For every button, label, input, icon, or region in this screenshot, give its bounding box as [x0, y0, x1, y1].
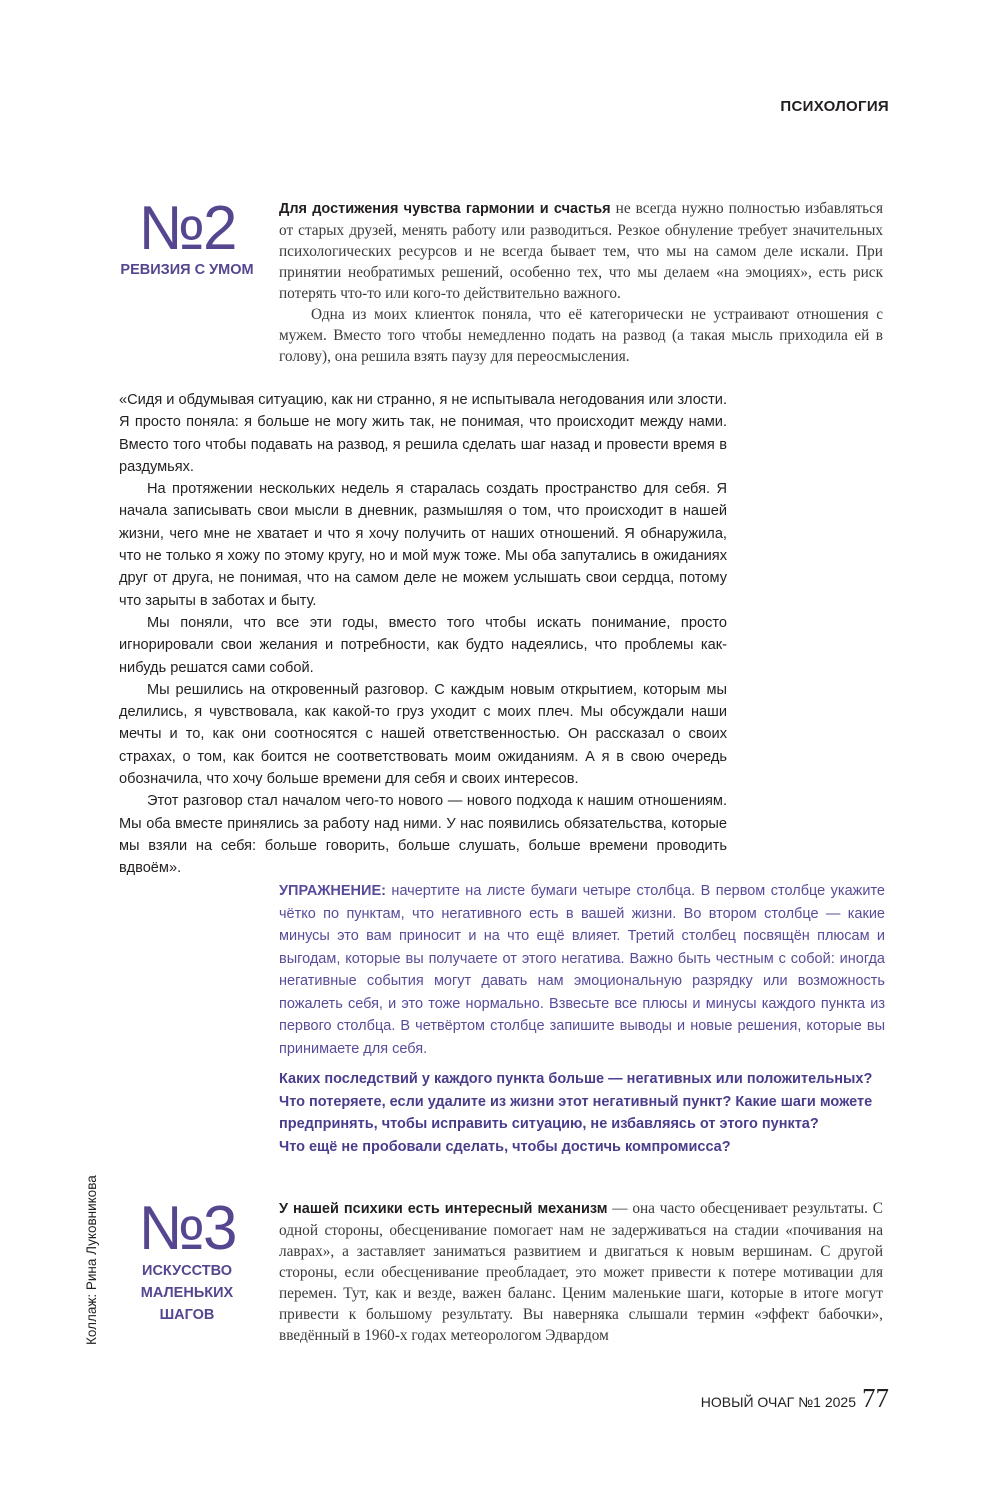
quote-paragraph: Мы поняли, что все эти годы, вместо того чтобы искать понимание, просто игнорировали свои желания и потребности, как будто надеялись, что проблемы как-нибудь решатся сами собой. — [119, 614, 727, 676]
section2-lead-paragraph — [279, 198, 883, 304]
quote-paragraph: Мы решились на откровенный разговор. С каждым новым открытием, которым мы делились, я чувствовала, как какой-то груз уходит с моих плеч. Мы обсуждали наши мечты и то, как они соотносятся с нашей ответственностью. Он рассказал о своих страхах, о том, как боится не соответствовать моим ожиданиям. А я в свою очередь обозначила, что хочу больше времени для себя и своих интересов. — [119, 681, 727, 788]
section2-body — [279, 198, 883, 367]
section-title-3-line: ИСКУССТВО — [142, 1263, 232, 1279]
exercise-question-line: Что потеряете, если удалите из жизни этот негативный пункт? Какие шаги можете — [279, 1093, 873, 1110]
exercise-label: УПРАЖНЕНИЕ: — [279, 883, 386, 899]
section3-body — [279, 1198, 883, 1346]
section-title-2: РЕВИЗИЯ С УМОМ — [120, 262, 254, 278]
collage-credit: Коллаж: Рина Луковникова — [84, 1175, 99, 1345]
quote-paragraph: Этот разговор стал началом чего-то нового — нового подхода к нашим отношениям. Мы оба вместе принялись за работу над ними. У нас появились обязательства, которые мы взяли на себя: больше говорить, больше слушать, больше времени проводить вдвоём». — [119, 793, 727, 877]
magazine-issue: НОВЫЙ ОЧАГ №1 2025 — [700, 1394, 856, 1410]
page-footer — [701, 1383, 889, 1414]
page-number: 77 — [862, 1383, 889, 1413]
client-quote — [119, 389, 727, 880]
section-title-3-line: ШАГОВ — [159, 1307, 215, 1323]
exercise-question-line: предпринять, чтобы исправить ситуацию, не избавляясь от этого пункта? — [279, 1116, 819, 1132]
section2-lead-text: не всегда нужно полностью избавляться от старых друзей, менять работу или разводиться. Резкое обнуление требует значительных психологических ресурсов и не всегда бывает тем, что мы на самом деле искали. При принятии необратимых решений, особенно тех, что мы делаем «на эмоциях», есть риск потерять что-то или кого-то действительно важного. — [279, 200, 883, 302]
exercise-questions — [279, 1068, 885, 1158]
section2-lead-bold: Для достижения чувства гармонии и счастья — [279, 201, 611, 217]
exercise-question-line: Каких последствий у каждого пункта больше — негативных или положительных? — [279, 1071, 873, 1087]
quote-paragraph: На протяжении нескольких недель я старалась создать пространство для себя. Я начала записывать свои мысли в дневник, размышляя о том, что происходит в нашей жизни, чего мне не хватает и что я хочу получить от наших отношений. Я обнаружила, что не только я хожу по этому кругу, но и мой муж тоже. Мы оба запутались в ожиданиях друг от друга, не понимая, что на самом деле не можем услышать свои сердца, потому что зарыты в заботах и быту. — [119, 481, 727, 609]
exercise-text — [279, 880, 885, 1060]
quote-paragraph: «Сидя и обдумывая ситуацию, как ни странно, я не испытывала негодования или злости. Я просто поняла: я больше не могу жить так, не понимая, что происходит между нами. Вместо того чтобы подавать на развод, я решила сделать шаг назад и провести время в раздумьях. — [119, 392, 727, 475]
exercise-body: начертите на листе бумаги четыре столбца. В первом столбце укажите чётко по пунктам, что негативного есть в вашей жизни. Во втором столбце — какие минусы это вам приносит и на что ещё влияет. Третий столбец посвящён плюсам и выгодам, которые вы получаете от этого негатива. Важно быть честным с собой: иногда негативные события могут давать нам эмоциональную разрядку или возможность пожалеть себя, и это тоже нормально. Взвесьте все плюсы и минусы каждого пункта из первого столбца. В четвёртом столбце запишите выводы и новые решения, которые вы принимаете для себя. — [279, 883, 885, 1057]
section-title-3-line: МАЛЕНЬКИХ — [140, 1285, 234, 1301]
exercise-box — [279, 880, 885, 1158]
section-title-3 — [115, 1260, 259, 1326]
section-number-3: №3 — [138, 1194, 236, 1263]
exercise-question-line: Что ещё не пробовали сделать, чтобы достичь компромисса? — [279, 1138, 731, 1155]
section2-paragraph-2: Одна из моих клиенток поняла, что её категорически не устраивают отношения с мужем. Вместо того чтобы немедленно подать на развод (а такая мысль приходила ей в голову), она решила взять паузу для переосмысления. — [279, 306, 883, 365]
section3-lead-paragraph — [279, 1198, 883, 1346]
section3-lead-bold: У нашей психики есть интересный механизм — [279, 1201, 608, 1217]
section-number-2: №2 — [138, 194, 236, 263]
section3-lead-text: — она часто обесценивает результаты. С одной стороны, обесценивание помогает нам не задерживаться на стадии «почивания на лаврах», а заставляет заниматься развитием и двигаться к новым вершинам. С другой стороны, если обесценивание преобладает, это может привести к потере мотивации для перемен. Тут, как и везде, важен баланс. Ценим маленькие шаги, которые в итоге могут привести к большому результату. Вы наверняка слышали термин «эффект бабочки», введённый в 1960-х годах метеорологом Эдвардом — [279, 1200, 883, 1344]
section-label: ПСИХОЛОГИЯ — [780, 98, 889, 115]
